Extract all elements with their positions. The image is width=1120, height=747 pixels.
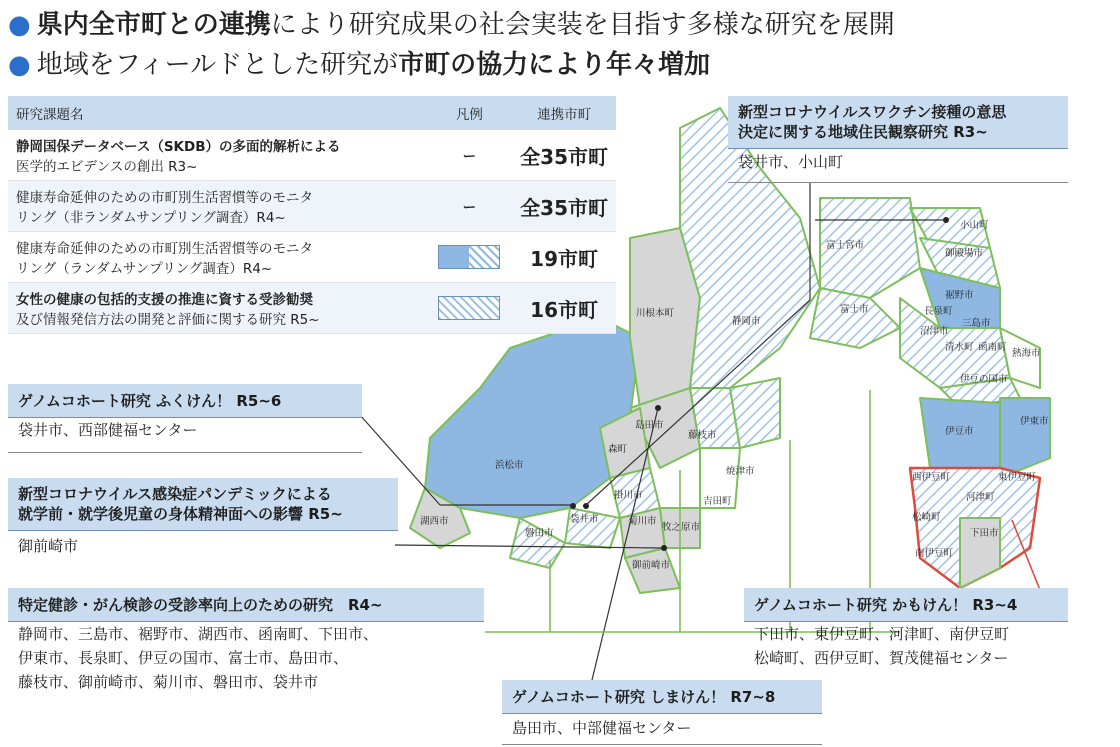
label-yoshida: 吉田町 (703, 496, 732, 507)
headline-line-2 (8, 44, 710, 81)
label-nishiizu: 西伊豆町 (912, 472, 951, 483)
region-yaizu (730, 378, 780, 448)
label-shimizu: 清水町 (945, 342, 974, 353)
label-susono: 裾野市 (945, 290, 974, 301)
headline-1-rest: により研究成果の社会実装を目指す多様な研究を展開 (270, 10, 895, 40)
headline-1-bold: 県内全市町との連携 (36, 10, 271, 40)
label-yaizu: 焼津市 (726, 466, 755, 477)
label-ito: 伊東市 (1020, 416, 1049, 427)
label-hamamatsu: 浜松市 (495, 460, 524, 471)
bullet-icon: ● (8, 50, 31, 80)
label-izunokuni: 伊豆の国市 (960, 374, 1008, 385)
label-fuji: 富士市 (840, 304, 869, 315)
label-numazu: 沼津市 (920, 326, 949, 337)
row-title: 女性の健康の包括的支援の推進に資する受診勧奨 及び情報発信方法の開発と評価に関する研究 R5~ (8, 283, 427, 334)
callout-kamoken-title: ゲノムコホート研究 かもけん！ R3~4 (744, 588, 1068, 622)
row-title: 健康寿命延伸のための市町別生活習慣等のモニタ リング（非ランダムサンプリング調査）R4~ (8, 181, 427, 232)
callout-vaccine-title: 新型コロナウイルスワクチン接種の意思 決定に関する地域住民観察研究 R3~ (728, 96, 1068, 149)
label-omaezaki: 御前崎市 (632, 560, 671, 571)
headline-line-1 (8, 4, 895, 41)
label-shizuoka: 静岡市 (732, 316, 761, 327)
label-higashiizu: 東伊豆町 (998, 472, 1037, 483)
region-ito (1000, 398, 1050, 478)
label-shimada: 島田市 (635, 420, 664, 431)
row-legend: ー (427, 181, 513, 232)
label-kawazu: 河津町 (966, 492, 995, 503)
marker-shimada (655, 405, 661, 411)
label-minamiizu: 南伊豆町 (915, 548, 954, 559)
label-fujinomiya: 富士宮市 (826, 240, 865, 251)
region-hamamatsu (425, 318, 640, 518)
region-iwata (510, 518, 565, 568)
bullet-icon: ● (8, 10, 31, 40)
table-row (8, 181, 616, 232)
marker-fukuroi-a (570, 503, 576, 509)
label-oyama: 小山町 (960, 220, 989, 231)
headline-2-plain: 地域をフィールドとした研究が (36, 50, 399, 80)
marker-oyama (943, 217, 949, 223)
row-legend (427, 283, 513, 334)
label-kikugawa: 菊川市 (628, 516, 657, 527)
table-row (8, 130, 616, 181)
callout-fukuken-body: 袋井市、西部健福センター (18, 421, 198, 439)
marker-omaezaki (661, 545, 667, 551)
marker-fukuroi-b (583, 503, 589, 509)
region-fuji (810, 288, 900, 348)
label-kannami: 函南町 (978, 342, 1007, 353)
label-fukuroi: 袋井市 (570, 514, 599, 525)
legend-solid-hatch-swatch (438, 245, 500, 269)
divider (8, 452, 362, 453)
label-mori: 森町 (608, 444, 628, 455)
row-count: 全35市町 (512, 130, 616, 181)
legend-hatch-swatch (438, 296, 500, 320)
callout-tokutei-title: 特定健診・がん検診の受診率向上のための研究 R4~ (8, 588, 484, 622)
row-title: 静岡国保データベース（SKDB）の多面的解析による 医学的エビデンスの創出 R3~ (8, 130, 427, 181)
project-table (8, 96, 616, 334)
label-izu: 伊豆市 (945, 426, 974, 437)
label-gotemba: 御殿場市 (945, 248, 984, 259)
label-kosai: 湖西市 (420, 516, 449, 527)
row-legend (427, 232, 513, 283)
header-title: 研究課題名 (8, 96, 427, 130)
label-fujieda: 藤枝市 (688, 430, 717, 441)
row-legend: ー (427, 130, 513, 181)
row-count: 19市町 (512, 232, 616, 283)
callout-shimaken-body: 島田市、中部健福センター (512, 719, 692, 737)
headline-2-bold: 市町の協力により年々増加 (398, 50, 711, 80)
header-towns: 連携市町 (512, 96, 616, 130)
label-matsuzaki: 松崎町 (912, 512, 941, 523)
row-title: 健康寿命延伸のための市町別生活習慣等のモニタ リング（ランダムサンプリング調査）R4~ (8, 232, 427, 283)
divider (502, 744, 822, 745)
divider (728, 182, 1068, 183)
callout-vaccine-body: 袋井市、小山町 (738, 153, 844, 171)
table-row (8, 232, 616, 283)
header-legend: 凡例 (427, 96, 513, 130)
label-nagaizumi: 長泉町 (924, 306, 953, 317)
callout-shimaken-title: ゲノムコホート研究 しまけん！ R7~8 (502, 680, 822, 714)
label-makinohara: 牧之原市 (662, 522, 701, 533)
callout-corona-kids-body: 御前崎市 (18, 537, 79, 555)
label-shimoda: 下田市 (970, 528, 999, 539)
callout-fukuken-title: ゲノムコホート研究 ふくけん！ R5~6 (8, 384, 362, 418)
label-kakegawa: 掛川市 (614, 490, 643, 501)
row-count: 16市町 (512, 283, 616, 334)
region-izu (920, 398, 1000, 478)
callout-corona-kids-title: 新型コロナウイルス感染症パンデミックによる 就学前・就学後児童の身体精神面への影響 R5~ (8, 478, 398, 531)
label-iwata: 磐田市 (525, 528, 554, 539)
row-count: 全35市町 (512, 181, 616, 232)
label-mishima: 三島市 (962, 318, 991, 329)
callout-kamoken-body: 下田市、東伊豆町、河津町、南伊豆町 松崎町、西伊豆町、賀茂健福センター (754, 625, 1010, 667)
label-atami: 熱海市 (1012, 348, 1041, 359)
table-row (8, 283, 616, 334)
callout-tokutei-body: 静岡市、三島市、裾野市、湖西市、函南町、下田市、 伊東市、長泉町、伊豆の国市、富士市、島田市、 藤枝市、御前崎市、菊川市、磐田市、袋井市 (18, 625, 379, 691)
label-kawanehoncho: 川根本町 (636, 308, 675, 319)
